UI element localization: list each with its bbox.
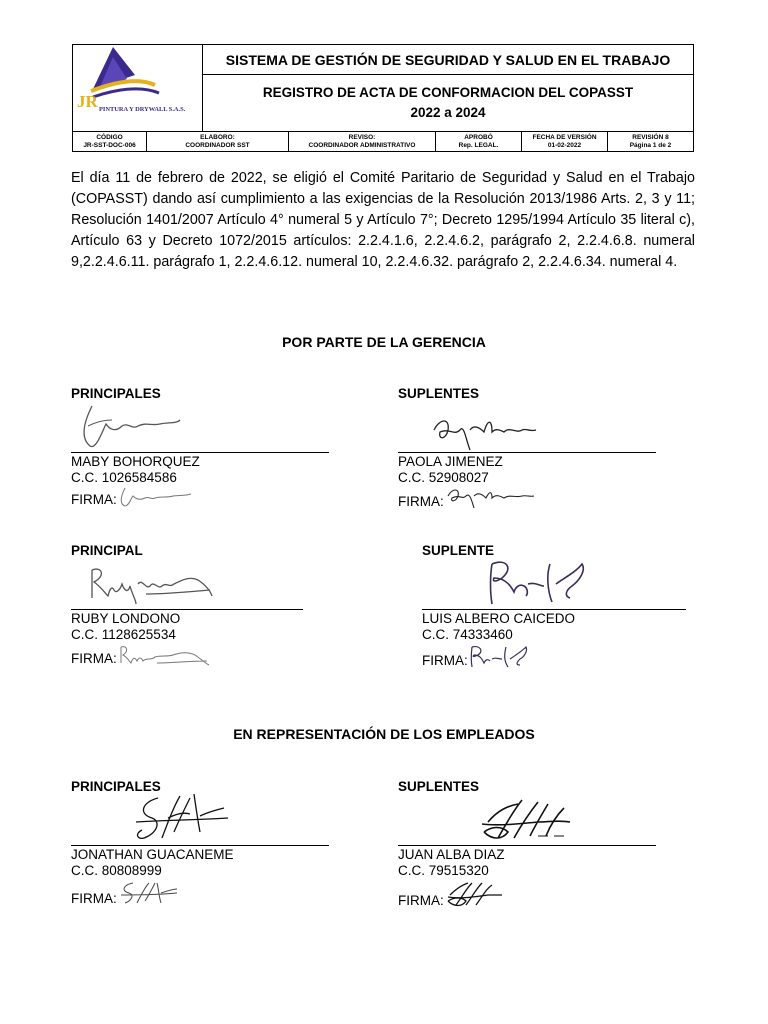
label-suplente: SUPLENTE: [422, 543, 495, 558]
signature-line: [422, 609, 686, 610]
company-logo: [73, 45, 203, 131]
member-suplente-gerencia-1: [398, 454, 536, 510]
member-cc: C.C. 52908027: [398, 470, 489, 485]
signature-line: [71, 609, 303, 610]
firma-label: FIRMA:: [398, 893, 444, 908]
firma-field: [71, 643, 213, 667]
meta-aprobo: APROBÓ Rep. LEGAL.: [436, 132, 522, 152]
member-suplente-gerencia-2: [422, 611, 575, 669]
meta-codigo: CÓDIGO JR-SST-DOC-006: [73, 132, 147, 152]
signature-luis-albero-caicedo: [484, 556, 594, 608]
firma-field: [398, 879, 506, 909]
firma-label: FIRMA:: [71, 651, 117, 666]
label-principal: PRINCIPAL: [71, 543, 143, 558]
firma-signature-small: [117, 879, 181, 907]
member-name: PAOLA JIMENEZ: [398, 454, 503, 469]
member-cc: C.C. 74333460: [422, 627, 513, 642]
label-suplentes: SUPLENTES: [398, 386, 480, 401]
firma-label: FIRMA:: [398, 494, 444, 509]
intro-paragraph: El día 11 de febrero de 2022, se eligió el Comité Paritario de Seguridad y Salud en el Trabajo (COPASST) dando así cumplimiento a las exigencias de la Resolución 2013/1986 Arts. 2, 3 y 11; Resolución 1401/2007 Artículo 4° numeral 5 y Artículo 7°; Decreto 1295/1994 Artículo 35 literal c), Artículo 63 y Decreto 1072/2015 artículos: 2.2.4.1.6, 2.2.4.6.2, parágrafo 2, 2.2.4.6.8. numeral 9,2.2.4.6.11. parágrafo 1, 2.2.4.6.12. numeral 10, 2.2.4.6.32. parágrafo 2, 2.2.4.6.34. numeral 4.: [71, 170, 695, 270]
system-title: SISTEMA DE GESTIÓN DE SEGURIDAD Y SALUD EN EL TRABAJO: [203, 45, 693, 75]
firma-field: [71, 879, 234, 907]
firma-signature-small: [117, 486, 197, 508]
label-principales: PRINCIPALES: [71, 386, 161, 401]
firma-field: [422, 643, 575, 669]
signature-jonathan-guacaneme: [128, 788, 238, 846]
member-principal-empleados-1: [71, 847, 234, 907]
firma-field: [71, 486, 200, 508]
member-cc: C.C. 79515320: [398, 863, 489, 878]
section-title-gerencia: POR PARTE DE LA GERENCIA: [282, 334, 486, 350]
signature-line: [398, 845, 656, 846]
firma-signature-small: [468, 643, 538, 669]
firma-label: FIRMA:: [71, 492, 117, 507]
firma-label: FIRMA:: [71, 891, 117, 906]
signature-maby-bohorquez: [76, 402, 186, 452]
signature-ruby-londono: [86, 560, 216, 606]
member-principal-gerencia-2: [71, 611, 213, 667]
section-title-empleados: EN REPRESENTACIÓN DE LOS EMPLEADOS: [233, 726, 535, 742]
firma-field: [398, 486, 536, 510]
document-header: [72, 44, 694, 152]
member-name: JUAN ALBA DIAZ: [398, 847, 505, 862]
firma-label: FIRMA:: [422, 653, 468, 668]
meta-fecha-version: FECHA DE VERSIÓN 01-02-2022: [522, 132, 608, 152]
member-name: JONATHAN GUACANEME: [71, 847, 234, 862]
signature-line: [71, 845, 329, 846]
member-cc: C.C. 1128625534: [71, 627, 176, 642]
signature-line: [71, 452, 329, 453]
label-suplentes: SUPLENTES: [398, 779, 480, 794]
document-title: REGISTRO DE ACTA DE CONFORMACION DEL COPASST: [262, 85, 634, 100]
member-principal-gerencia-1: [71, 454, 200, 508]
label-principales: PRINCIPALES: [71, 779, 161, 794]
member-cc: C.C. 80808999: [71, 863, 162, 878]
member-name: MABY BOHORQUEZ: [71, 454, 200, 469]
meta-revision: REVISIÓN 8 Página 1 de 2: [629, 134, 672, 149]
document-period: 2022 a 2024: [410, 105, 486, 120]
member-suplente-empleados-1: [398, 847, 506, 909]
firma-signature-small: [444, 486, 536, 510]
document-meta-row: [73, 131, 693, 152]
firma-signature-small: [444, 879, 506, 909]
member-name: RUBY LONDONO: [71, 611, 181, 626]
signature-juan-alba-diaz: [478, 796, 578, 844]
firma-signature-small: [117, 643, 213, 667]
signature-paola-jimenez: [430, 410, 540, 456]
document-title-block: [203, 75, 693, 131]
logo-letters: JR: [77, 92, 98, 111]
member-cc: C.C. 1026584586: [71, 470, 177, 485]
logo-company-name: PINTURA Y DRYWALL S.A.S.: [99, 106, 186, 113]
meta-reviso: REVISO: COORDINADOR ADMINISTRATIVO: [289, 132, 436, 152]
member-name: LUIS ALBERO CAICEDO: [422, 611, 576, 626]
signature-line: [398, 452, 656, 453]
meta-elaboro: ELABORO: COORDINADOR SST: [147, 132, 289, 152]
